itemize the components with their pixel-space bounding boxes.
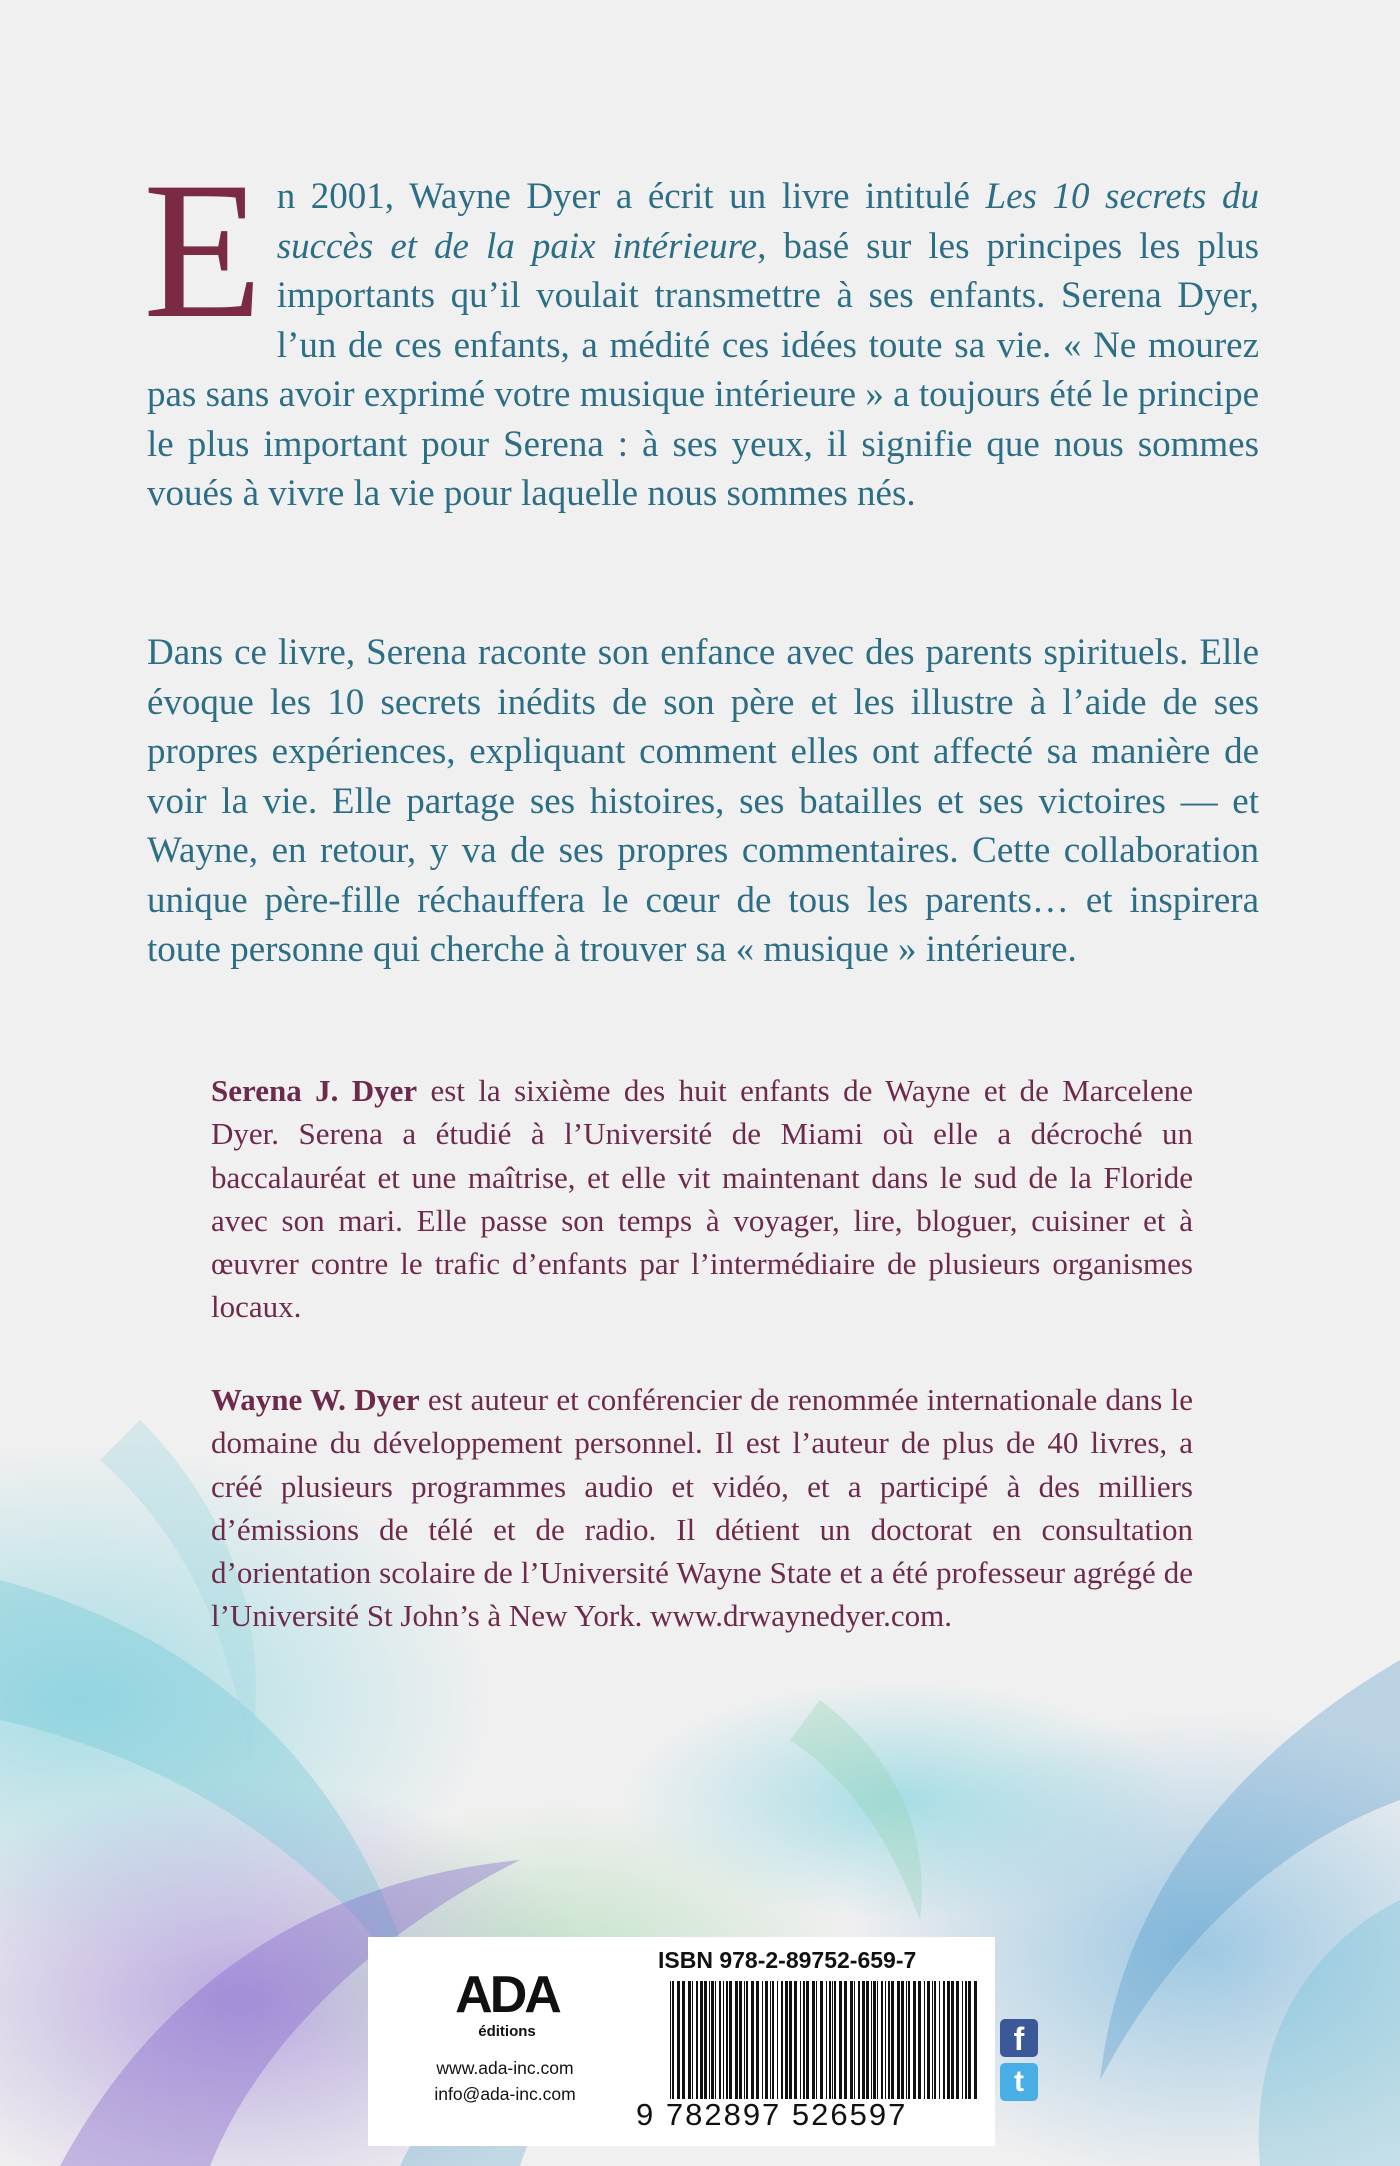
barcode-bar <box>704 1981 707 2099</box>
barcode-bar <box>765 1981 768 2099</box>
barcode-bar <box>877 1981 878 2099</box>
barcode-bar <box>862 1981 865 2099</box>
barcode-bar <box>901 1981 904 2099</box>
book-title: Les 10 secrets du succès et de la paix intérieure, <box>276 176 1260 267</box>
barcode-bar <box>816 1981 817 2099</box>
publisher-website[interactable]: www.ada-inc.com <box>436 2058 574 2078</box>
barcode-bar <box>885 1981 886 2099</box>
intro-text-end: basé sur les principes les plus importants qu’il voulait transmettre à ses enfants. Serena Dyer, l’un de ces enfants, a médité ces idées toute sa vie. « Ne mourez pas sans avoir exprimé votre musique intérieure » a toujours été le principe le plus important pour Serena : à ses yeux, il signifie que nous sommes voués à vivre la vie pour laquelle nous sommes nés. <box>147 225 1259 514</box>
barcode-bar <box>906 1981 907 2099</box>
facebook-icon[interactable] <box>1000 2019 1038 2057</box>
barcode-bar <box>723 1981 724 2099</box>
barcode-bar <box>729 1981 732 2099</box>
barcode-bar <box>927 1981 930 2099</box>
barcode-bar <box>682 1981 685 2099</box>
barcode-bar <box>711 1981 714 2099</box>
barcode-bar <box>962 1981 963 2099</box>
barcode-bar <box>762 1981 763 2099</box>
author-bio-serena-text: est la sixième des huit enfants de Wayne et de Marcelene Dyer. Serena a étudié à l’Université de Miami où elle a décroché un baccalauréat et une maîtrise, et elle vit maintenant dans le sud de la Floride avec son mari. Elle passe son temps à voyager, lire, bloguer, cuisiner et à œuvrer contre le trafic d’enfants par l’intermédiaire de plusieurs organismes locaux. <box>211 1073 1194 1325</box>
barcode-bar <box>744 1981 745 2099</box>
barcode-bar <box>934 1981 936 2099</box>
barcode-bar <box>873 1981 876 2099</box>
isbn-label: ISBN 978-2-89752-659-7 <box>658 1947 917 1973</box>
barcode-bar <box>888 1981 890 2099</box>
summary-paragraph: Dans ce livre, Serena raconte son enfance avec des parents spirituels. Elle évoque les 10 secrets inédits de son père et les illustre à l’aide de ses propres expériences, expliquant comment elles ont affecté sa manière de voir la vie. Elle partage ses histoires, ses batailles et ses victoires — et Wayne, en retour, y va de ses propres commentaires. Cette collaboration unique père-fille réchauffera le cœur de tous les parents… et inspirera toute personne qui cherche à trouver sa « musique » intérieure. <box>147 632 1259 970</box>
author-name-serena: Serena J. Dyer <box>211 1073 418 1108</box>
author-bio-wayne <box>211 1378 1193 1638</box>
barcode-bar <box>932 1981 933 2099</box>
facebook-glyph: f <box>1013 2021 1025 2057</box>
barcode-bar <box>700 1981 703 2099</box>
barcode-bar <box>735 1981 738 2099</box>
barcode-bar <box>688 1981 691 2099</box>
barcode-bar <box>832 1981 833 2099</box>
publisher-logo-mark: ADA <box>455 1966 559 2024</box>
author-bio-wayne-text: est auteur et conférencier de renommée internationale dans le domaine du développement personnel. Il est l’auteur de plus de 40 livres, a créé plusieurs programmes audio et vidéo, et a participé à des milliers d’émissions de télé et de radio. Il détient un doctorat en consultation d’orientation scolaire de l’Université Wayne State et a été professeur agrégé de l’Université St John’s à New York. www.drwaynedyer.com. <box>211 1382 1193 1634</box>
barcode-bar <box>677 1981 680 2099</box>
barcode-bar <box>891 1981 894 2099</box>
barcode-bar <box>794 1981 797 2099</box>
barcode-bar <box>826 1981 827 2099</box>
barcode-bar <box>746 1981 748 2099</box>
barcode-bar <box>692 1981 693 2099</box>
barcode-bar <box>670 1981 671 2099</box>
barcode-bar <box>918 1981 921 2099</box>
barcode-bar <box>913 1981 916 2099</box>
barcode-bar <box>951 1981 954 2099</box>
author-bio-serena <box>211 1069 1193 1329</box>
barcode-bar <box>897 1981 900 2099</box>
twitter-glyph: t <box>1014 2065 1024 2098</box>
barcode-bar <box>789 1981 792 2099</box>
barcode-bar <box>881 1981 883 2099</box>
barcode-bar <box>726 1981 728 2099</box>
barcode-bar <box>800 1981 801 2099</box>
barcode-number: 9 782897 526597 <box>636 2097 908 2132</box>
barcode-bar <box>709 1981 710 2099</box>
barcode-bar <box>924 1981 925 2099</box>
barcode-bar <box>834 1981 836 2099</box>
barcode-bar <box>719 1981 721 2099</box>
twitter-icon[interactable] <box>1000 2063 1038 2101</box>
barcode-bar <box>751 1981 754 2099</box>
author-name-wayne: Wayne W. Dyer <box>211 1382 420 1417</box>
barcode-bar <box>829 1981 831 2099</box>
publisher-contact <box>400 2055 610 2107</box>
drop-cap: E <box>143 142 263 359</box>
barcode-bar <box>772 1981 774 2099</box>
barcode-bar <box>908 1981 910 2099</box>
publisher-email[interactable]: info@ada-inc.com <box>434 2084 576 2104</box>
barcode-bar <box>854 1981 855 2099</box>
barcode-bar <box>974 1981 977 2099</box>
barcode-bar <box>956 1981 959 2099</box>
barcode-bar <box>696 1981 698 2099</box>
barcode-bar <box>806 1981 809 2099</box>
barcode-bar <box>785 1981 788 2099</box>
barcode-bar <box>820 1981 823 2099</box>
barcode-bar <box>947 1981 950 2099</box>
barcode-bar <box>781 1981 783 2099</box>
barcode-bar <box>844 1981 847 2099</box>
barcode-bar <box>739 1981 742 2099</box>
barcode-bar <box>672 1981 674 2099</box>
barcode-bar <box>770 1981 771 2099</box>
intro-text-start: n 2001, Wayne Dyer a écrit un livre intitulé <box>276 176 986 217</box>
barcode-bar <box>715 1981 716 2099</box>
barcode-bar <box>812 1981 815 2099</box>
publisher-logo <box>447 1966 567 2040</box>
barcode-bar <box>866 1981 869 2099</box>
barcode-bar <box>756 1981 759 2099</box>
publisher-logo-subtitle: éditions <box>478 2023 536 2040</box>
publisher-isbn-box <box>368 1937 995 2146</box>
barcode-bar <box>871 1981 872 2099</box>
barcode-bar <box>850 1981 853 2099</box>
barcode <box>668 1981 980 2099</box>
barcode-bar <box>968 1981 971 2099</box>
intro-paragraph <box>143 142 1260 519</box>
barcode-bar <box>803 1981 805 2099</box>
barcode-bar <box>943 1981 945 2099</box>
barcode-bar <box>777 1981 778 2099</box>
barcode-bar <box>939 1981 940 2099</box>
barcode-bar <box>965 1981 967 2099</box>
barcode-bar <box>858 1981 860 2099</box>
barcode-bar <box>839 1981 842 2099</box>
